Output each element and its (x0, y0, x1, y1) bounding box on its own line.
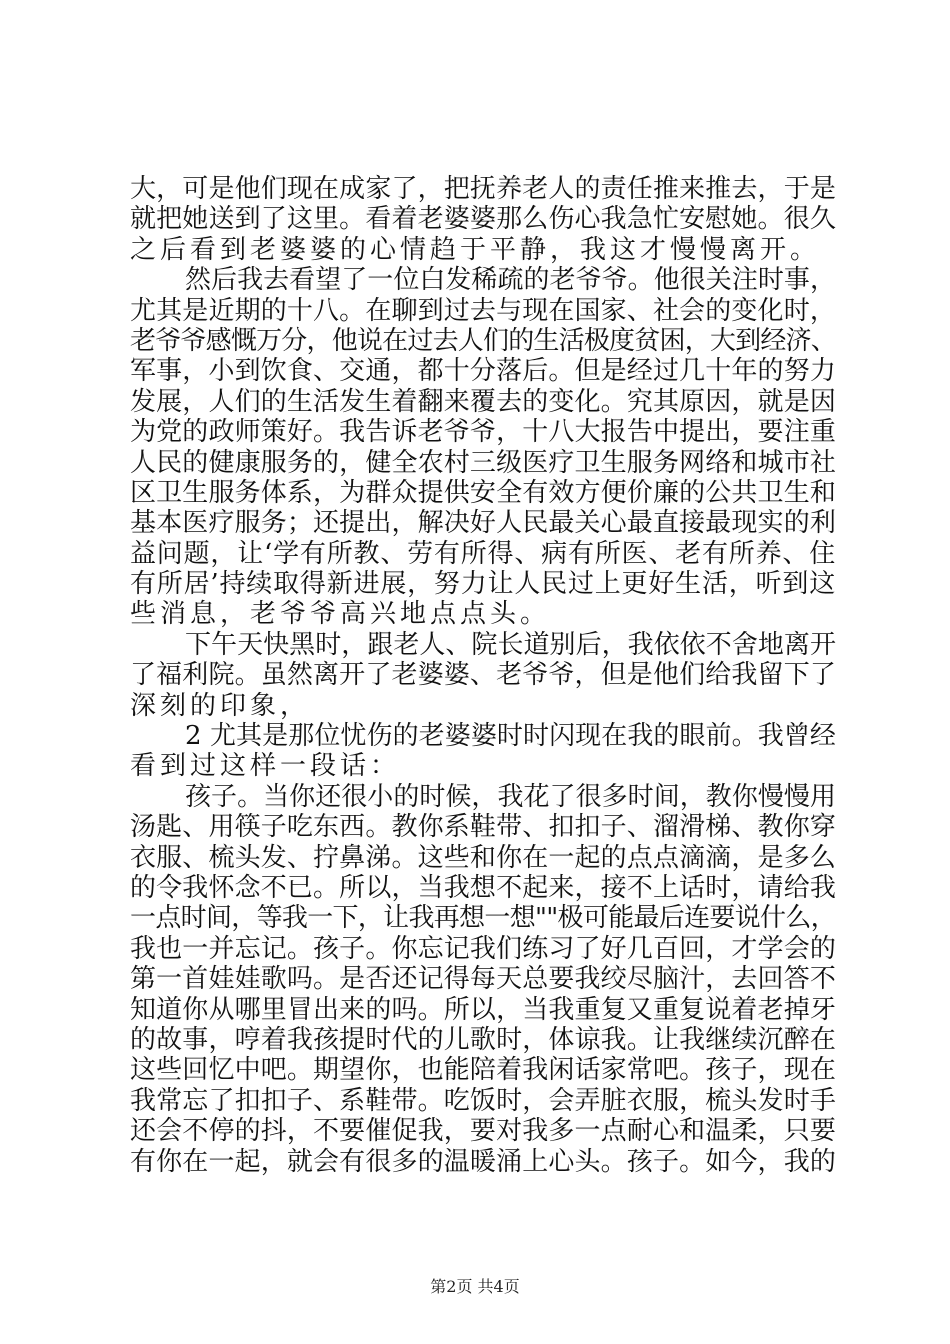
text-line: 一点时间，等我一下，让我再想一想""极可能最后连要说什么， (130, 903, 836, 934)
text-line: 下午天快黑时，跟老人、院长道别后，我依依不舍地离开 (185, 629, 836, 660)
text-line: 益问题，让‘学有所教、劳有所得、病有所医、老有所养、住 (130, 538, 836, 569)
text-line: 些消息，老爷爷高兴地点点头。 (130, 599, 551, 630)
text-line: 发展，人们的生活发生着翻来覆去的变化。究其原因，就是因 (130, 386, 836, 417)
text-line: 的故事，哼着我孩提时代的儿歌时，体谅我。让我继续沉醉在 (130, 1024, 836, 1055)
text-line: 第一首娃娃歌吗。是否还记得每天总要我绞尽脑汁，去回答不 (130, 964, 836, 995)
text-line: 基本医疗服务；还提出，解决好人民最关心最直接最现实的利 (130, 508, 836, 539)
text-line: 了福利院。虽然离开了老婆婆、老爷爷，但是他们给我留下了 (130, 660, 836, 691)
text-line: 尤其是近期的十八。在聊到过去与现在国家、社会的变化时， (130, 295, 836, 326)
text-line: 就把她送到了这里。看着老婆婆那么伤心我急忙安慰她。很久 (130, 204, 836, 235)
text-line: 人民的健康服务的，健全农村三级医疗卫生服务网络和城市社 (130, 447, 836, 478)
text-line: 然后我去看望了一位白发稀疏的老爷爷。他很关注时事， (185, 265, 836, 296)
text-line: 我也一并忘记。孩子。你忘记我们练习了好几百回，才学会的 (130, 933, 836, 964)
text-line: 孩子。当你还很小的时候，我花了很多时间，教你慢慢用 (185, 781, 836, 812)
text-line: 大，可是他们现在成家了，把抚养老人的责任推来推去，于是 (130, 174, 836, 204)
text-line: 老爷爷感慨万分，他说在过去人们的生活极度贫困，大到经济、 (130, 325, 836, 356)
text-line: 这些回忆中吧。期望你，也能陪着我闲话家常吧。孩子，现在 (130, 1055, 836, 1086)
text-line: 的令我怀念不已。所以，当我想不起来，接不上话时，请给我 (130, 872, 836, 903)
text-line: 为党的政师策好。我告诉老爷爷，十八大报告中提出，要注重 (130, 417, 836, 448)
text-line: 之后看到老婆婆的心情趋于平静，我这才慢慢离开。 (130, 234, 821, 265)
text-line: 我常忘了扣扣子、系鞋带。吃饭时，会弄脏衣服，梳头发时手 (130, 1085, 836, 1116)
text-line: 衣服、梳头发、拧鼻涕。这些和你在一起的点点滴滴，是多么 (130, 842, 836, 873)
text-line: 军事，小到饮食、交通，都十分落后。但是经过几十年的努力 (130, 356, 836, 387)
body-text (130, 174, 836, 1177)
text-line: 有你在一起，就会有很多的温暖涌上心头。孩子。如今，我的 (130, 1146, 836, 1177)
text-line: 2 尤其是那位忧伤的老婆婆时时闪现在我的眼前。我曾经 (185, 721, 836, 752)
text-line: 区卫生服务体系，为群众提供安全有效方便价廉的公共卫生和 (130, 477, 836, 508)
text-line: 汤匙、用筷子吃东西。教你系鞋带、扣扣子、溜滑梯、教你穿 (130, 812, 836, 843)
text-line: 还会不停的抖，不要催促我，要对我多一点耐心和温柔，只要 (130, 1116, 836, 1147)
text-line: 深刻的印象， (130, 690, 311, 721)
text-line: 有所居’持续取得新进展，努力让人民过上更好生活，听到这 (130, 569, 836, 600)
text-line: 知道你从哪里冒出来的吗。所以，当我重复又重复说着老掉牙 (130, 994, 836, 1025)
page-footer: 第2页 共4页 (430, 1277, 520, 1296)
text-line: 看到过这样一段话： (130, 751, 401, 782)
